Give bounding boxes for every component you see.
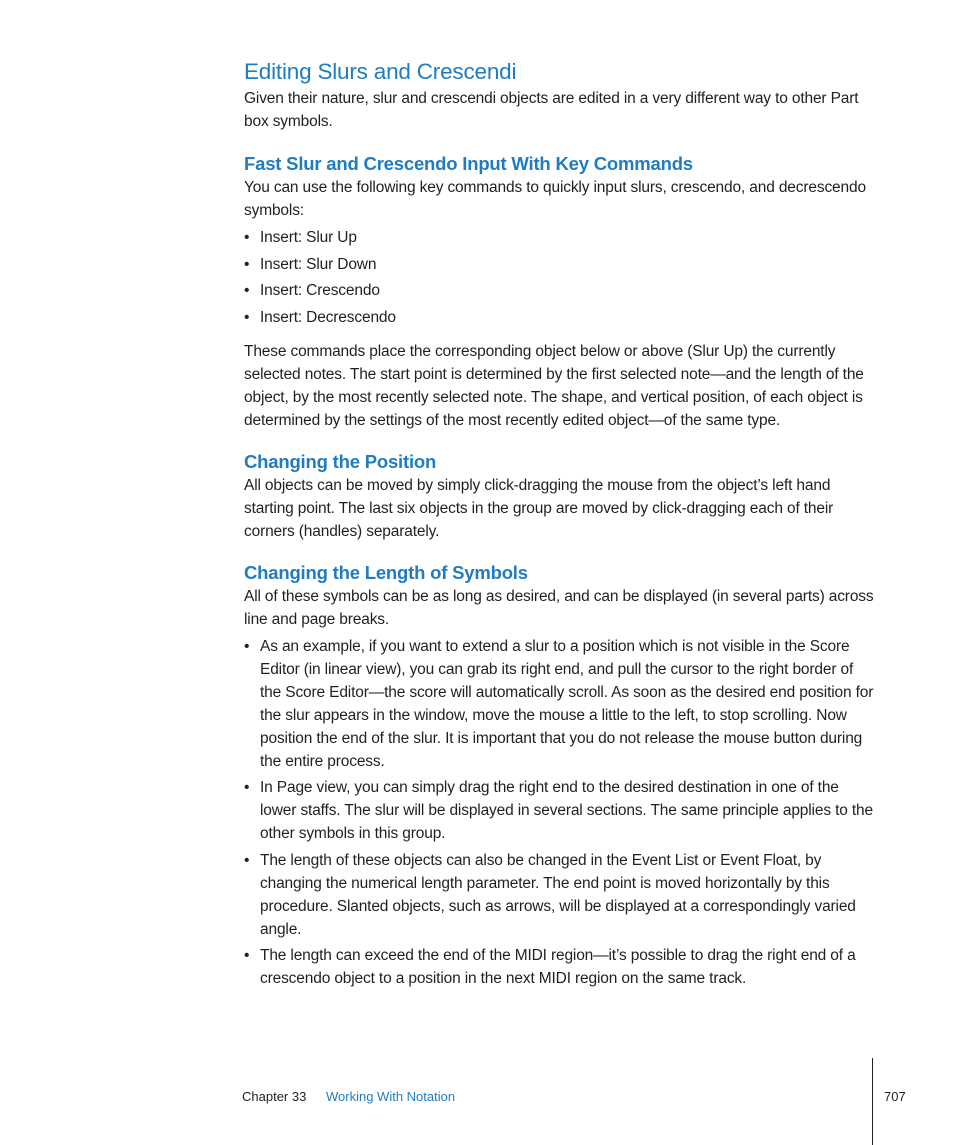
length-list (244, 635, 874, 991)
footer-divider (872, 1058, 873, 1145)
key-commands-explanation: These commands place the corresponding object below or above (Slur Up) the currently selected notes. The start point is determined by the first selected note—and the length of the object, by the most recently selected note. The shape, and vertical position, of each object is determined by the settings of the most recently edited object—of the same type. (244, 342, 864, 429)
intro-paragraph: Given their nature, slur and crescendi objects are edited in a very different way to other Part box symbols. (244, 90, 859, 130)
page-footer (0, 1088, 954, 1145)
section-intro-key-commands: You can use the following key commands to quickly input slurs, crescendo, and decrescendo symbols: (244, 179, 866, 219)
section-body-position: All objects can be moved by simply click-dragging the mouse from the object’s left hand starting point. The last six objects in the group are moved by click-dragging each of their corners (handles) separately. (244, 476, 834, 540)
footer-chapter: Chapter 33 (242, 1089, 307, 1104)
list-item: • In Page view, you can simply drag the right end to the desired destination in one of the lower staffs. The slur will be displayed in several sections. The same principle applies to the other symbols in this group. (244, 776, 874, 845)
list-item: • Insert: Decrescendo (244, 306, 874, 329)
list-item: • As an example, if you want to extend a slur to a position which is not visible in the Score Editor (in linear view), you can grab its right end, and pull the cursor to the right border of the Score Editor—the score will automatically scroll. As soon as the desired end position for the slur appears in the window, move the mouse a little to the left, to stop scrolling. Now position the end of the slur. It is important that you do not release the mouse button during the entire process. (244, 635, 874, 773)
key-command-list (244, 226, 874, 329)
list-item: • The length of these objects can also be changed in the Event List or Event Float, by changing the numerical length parameter. The end point is moved horizontally by this procedure. Slanted objects, such as arrows, will be displayed at a correspondingly varied angle. (244, 849, 874, 941)
list-item: • Insert: Slur Up (244, 226, 874, 249)
page-content (244, 58, 874, 994)
list-item: • The length can exceed the end of the MIDI region—it’s possible to drag the right end of a crescendo object to a position in the next MIDI region on the same track. (244, 944, 874, 990)
page-number: 707 (884, 1089, 906, 1104)
page-title: Editing Slurs and Crescendi (244, 59, 517, 84)
list-item: • Insert: Crescendo (244, 279, 874, 302)
footer-chapter-title: Working With Notation (326, 1089, 456, 1104)
section-intro-length: All of these symbols can be as long as desired, and can be displayed (in several parts) across line and page breaks. (244, 587, 874, 628)
section-heading-position: Changing the Position (244, 450, 437, 472)
section-heading-length: Changing the Length of Symbols (244, 561, 528, 583)
section-heading-key-commands: Fast Slur and Crescendo Input With Key Commands (244, 153, 693, 174)
list-item: • Insert: Slur Down (244, 253, 874, 276)
